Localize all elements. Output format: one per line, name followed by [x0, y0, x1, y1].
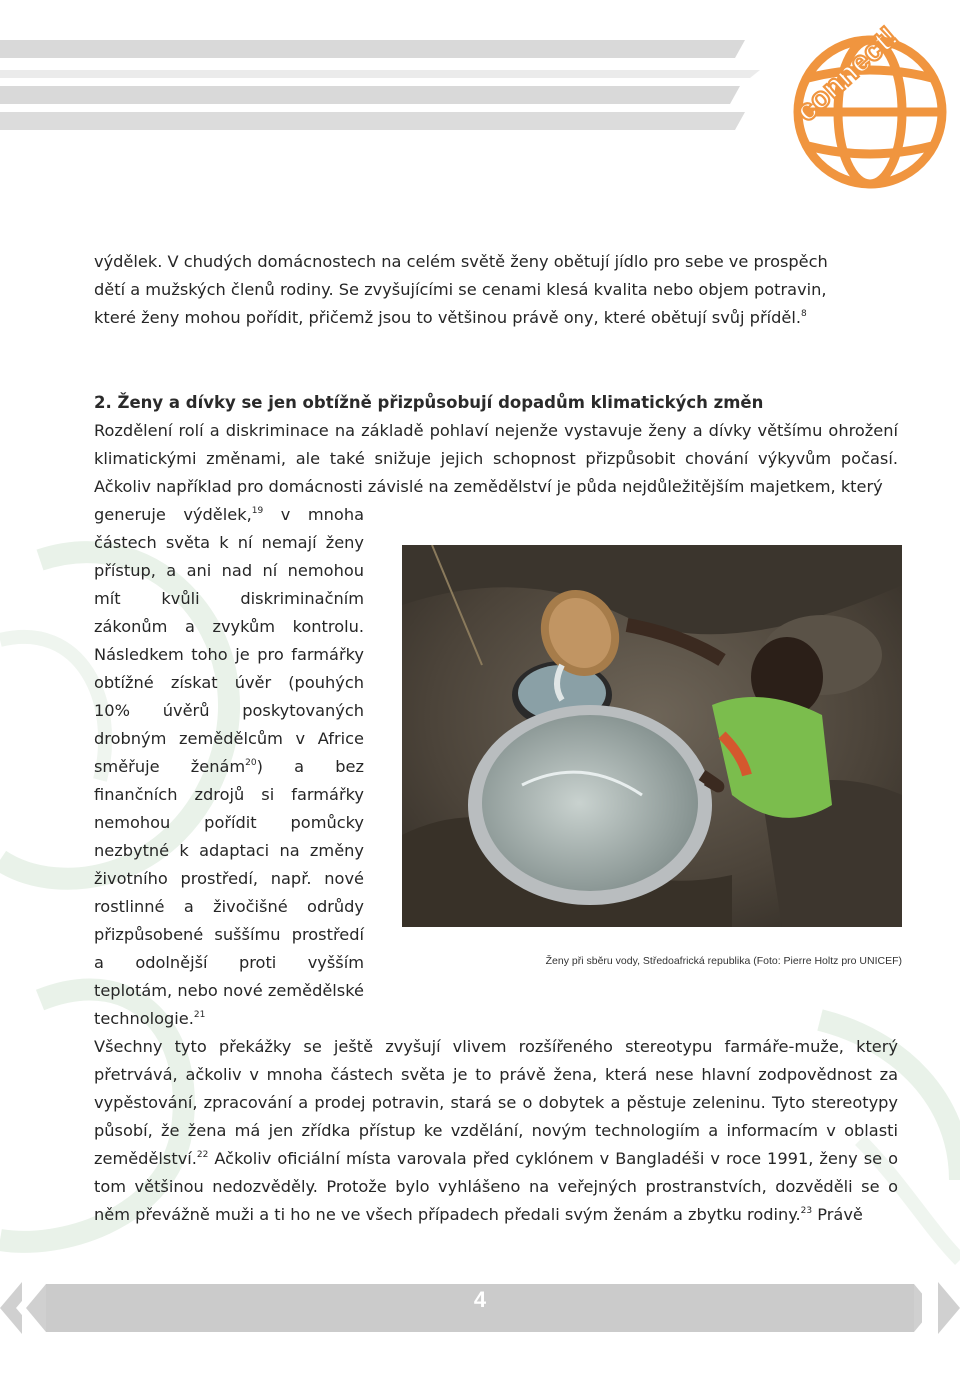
footnote-ref: 8 [801, 309, 807, 319]
svg-text:connect!: connect! [789, 20, 905, 129]
footnote-ref: 21 [193, 1010, 206, 1020]
paragraph-text: ) a bez finančních zdrojů si farmářky nemohou pořídit pomůcky nezbytné k adaptaci na změny životního prostředí, např. nové rostlinné a živočišné odrůdy přizpůsobené suššímu prostředí a odolnější proti vyšším teplotám, nebo nové zemědělské technologie. [94, 757, 364, 1028]
photo-caption: Ženy při sběru vody, Středoafrická republika (Foto: Pierre Holtz pro UNICEF) [545, 955, 902, 967]
footnote-ref: 20 [245, 758, 257, 768]
paragraph-text: Ačkoliv oficiální místa varovala před cyklónem v Bangladéši v roce 1991, ženy se o tom většinou nedozvěděly. Protože bylo vyhlášeno na veřejných prostranstvích, dozvěděli se o něm převážně muži a ti ho ne ve všech případech předali svým ženám a zbytku rodiny. [94, 1149, 898, 1224]
footnote-ref: 22 [196, 1150, 209, 1160]
paragraph-text: Právě [812, 1205, 863, 1224]
paragraph-column-text [94, 501, 364, 1033]
paragraph-line: které ženy mohou pořídit, přičemž jsou to většinou právě ony, které obětují svůj příděl. [94, 308, 801, 327]
paragraph-line: dětí a mužských členů rodiny. Se zvyšujícími se cenami klesá kvalita nebo objem potravin, [94, 280, 827, 299]
paragraph-text: Rozdělení rolí a diskriminace na základě pohlaví nejenže vystavuje ženy a dívky většímu ohrožení klimatickými změnami, ale také snižuje jejich schopnost přizpůsobit chování výkyvům počasí. Ačkoliv například pro domácnosti závislé na zemědělství je půda nejdůležitějším majetkem, který [94, 421, 898, 496]
footnote-ref: 19 [251, 506, 264, 516]
paragraph-intro [94, 248, 898, 332]
paragraph-line: výdělek. V chudých domácnostech na celém světě ženy obětují jídlo pro sebe ve prospěch [94, 252, 828, 271]
section-heading: 2. Ženy a dívky se jen obtížně přizpůsobují dopadům klimatických změn [94, 393, 764, 412]
paragraph-stereotypes [94, 1033, 898, 1229]
paragraph-text: generuje výdělek, [94, 505, 252, 524]
paragraph-text: Všechny tyto překážky se ještě zvyšují vlivem rozšířeného stereotypu farmáře-muže, který přetrvává, ačkoliv v mnoha částech světa je to právě žena, která nese hlavní zodpovědnost za vypěstování, zpracování a prodej potravin, stará se o dobytek a pěstuje zeleninu. Tyto stereotypy působí, že žena má jen zřídka přístup ke vzdělání, novým technologiím a informacím v oblasti zemědělství. [94, 1037, 898, 1168]
paragraph-text: v mnoha částech světa k ní nemají ženy přístup, a ani nad ní nemohou mít kvůli diskriminačním zákonům a zvykům kontrolu. Následkem toho je pro farmářky obtížné získat úvěr (pouhých 10% úvěrů poskytovaných drobným zemědělcům v Africe směřuje ženám [94, 505, 364, 776]
paragraph-section-intro [94, 417, 898, 501]
photo-women-collecting-water [402, 545, 902, 927]
footnote-ref: 23 [800, 1206, 813, 1216]
page-number: 4 [473, 1287, 487, 1312]
